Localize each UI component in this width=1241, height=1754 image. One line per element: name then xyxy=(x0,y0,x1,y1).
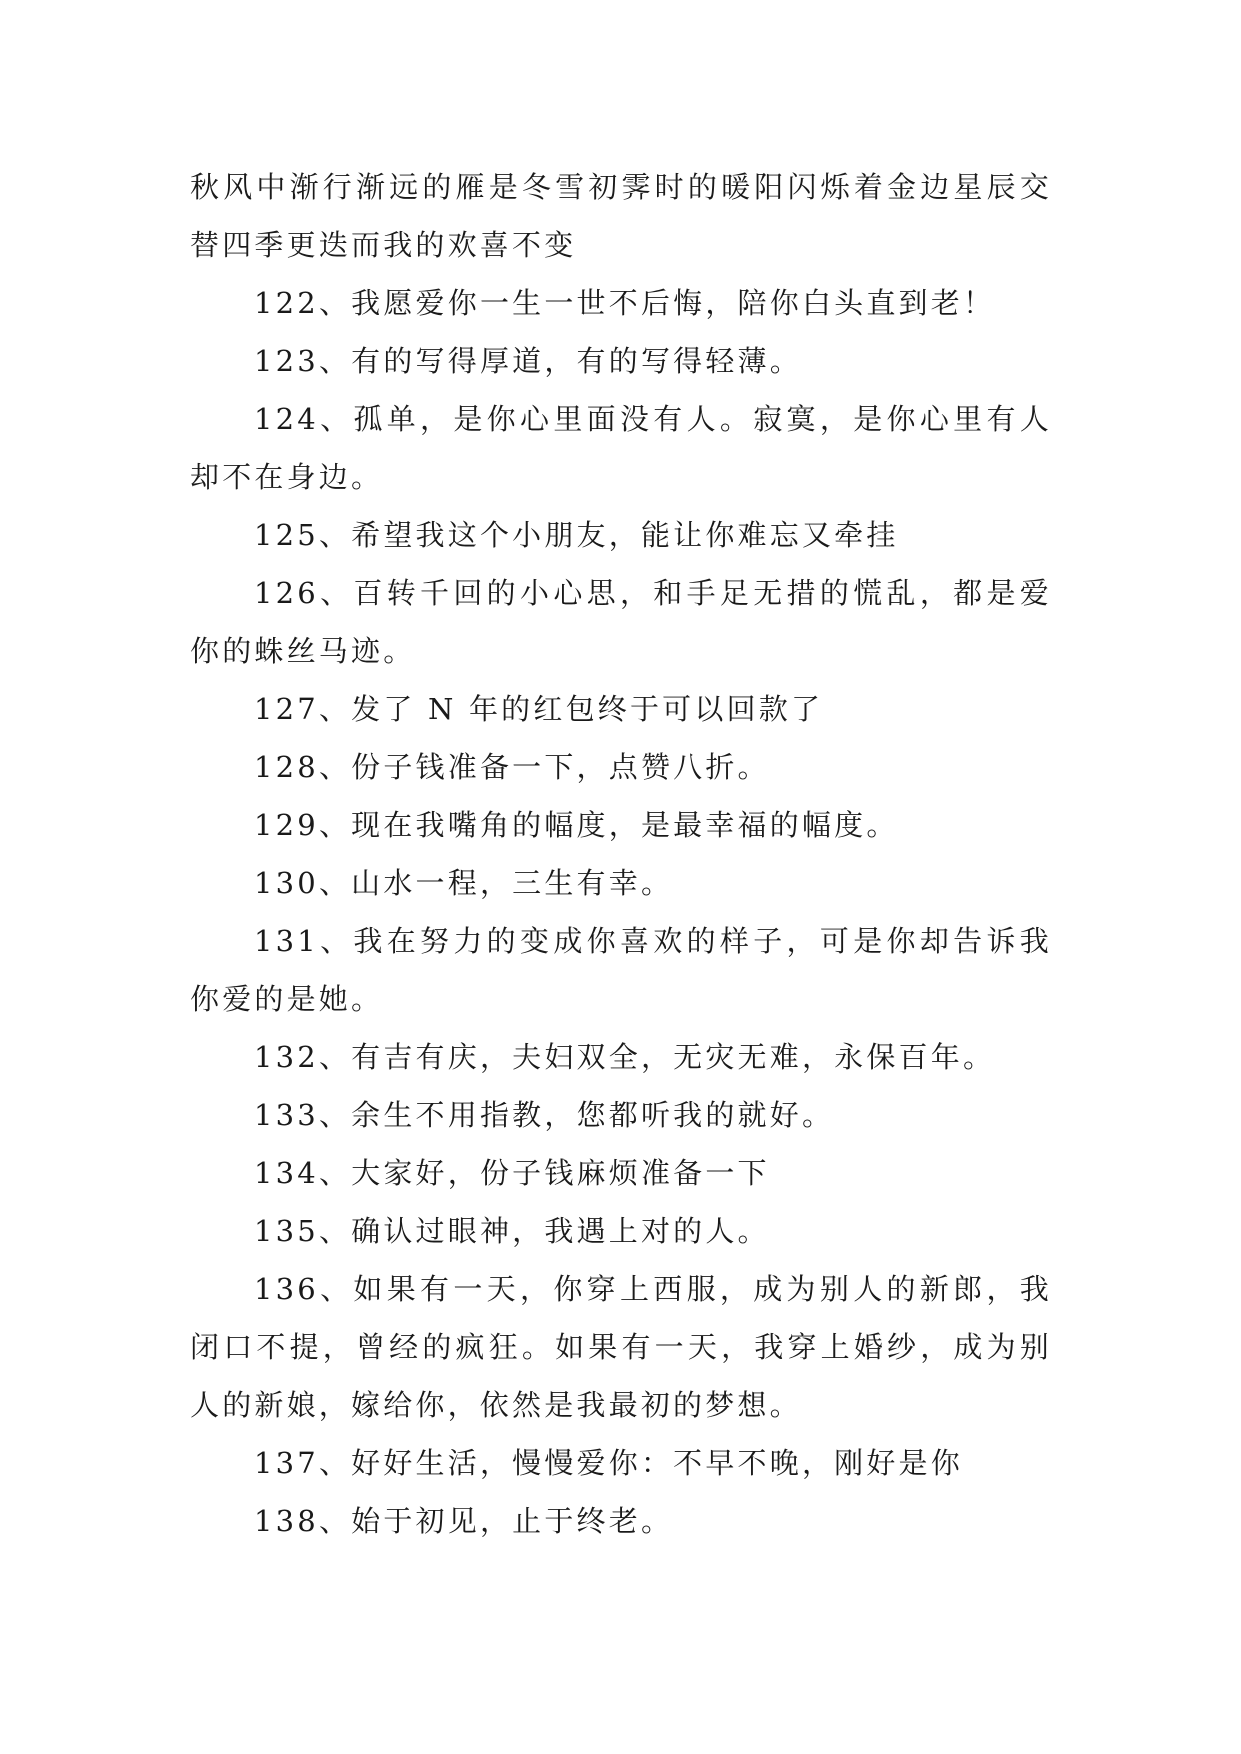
paragraph-122: 122、我愿爱你一生一世不后悔，陪你白头直到老！ xyxy=(254,286,996,320)
document-body xyxy=(190,158,1052,1550)
paragraph-130: 130、山水一程，三生有幸。 xyxy=(254,866,674,900)
paragraph-135: 135、确认过眼神，我遇上对的人。 xyxy=(254,1214,770,1248)
paragraph-127: 127、发了 N 年的红包终于可以回款了 xyxy=(254,692,824,726)
paragraph-123: 123、有的写得厚道，有的写得轻薄。 xyxy=(254,344,802,378)
paragraph-138: 138、始于初见，止于终老。 xyxy=(254,1504,674,1538)
paragraph-128: 128、份子钱准备一下，点赞八折。 xyxy=(254,750,770,784)
paragraph-132: 132、有吉有庆，夫妇双全，无灾无难，永保百年。 xyxy=(254,1040,996,1074)
paragraph-continued: 秋风中渐行渐远的雁是冬雪初霁时的暖阳闪烁着金边星辰交替四季更迭而我的欢喜不变 xyxy=(190,170,1052,262)
paragraph-129: 129、现在我嘴角的幅度，是最幸福的幅度。 xyxy=(254,808,899,842)
paragraph-137: 137、好好生活，慢慢爱你：不早不晚，刚好是你 xyxy=(254,1446,963,1480)
paragraph-125: 125、希望我这个小朋友，能让你难忘又牵挂 xyxy=(254,518,899,552)
paragraph-136: 136、如果有一天，你穿上西服，成为别人的新郎，我闭口不提，曾经的疯狂。如果有一天，我穿上婚纱，成为别人的新娘，嫁给你，依然是我最初的梦想。 xyxy=(190,1272,1052,1422)
paragraph-124: 124、孤单，是你心里面没有人。寂寞，是你心里有人却不在身边。 xyxy=(190,402,1052,494)
paragraph-126: 126、百转千回的小心思，和手足无措的慌乱，都是爱你的蛛丝马迹。 xyxy=(190,576,1052,668)
paragraph-134: 134、大家好，份子钱麻烦准备一下 xyxy=(254,1156,770,1190)
paragraph-131: 131、我在努力的变成你喜欢的样子，可是你却告诉我你爱的是她。 xyxy=(190,924,1052,1016)
paragraph-133: 133、余生不用指教，您都听我的就好。 xyxy=(254,1098,835,1132)
